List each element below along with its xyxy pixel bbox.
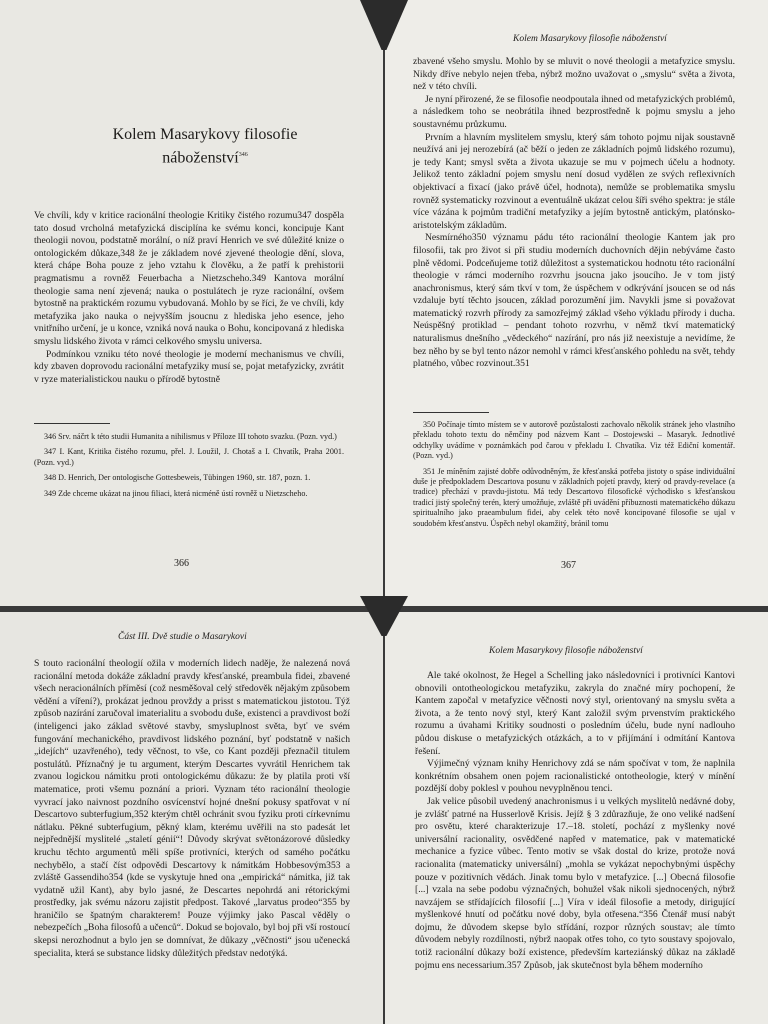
footnote: 346 Srv. náčrt k této studii Humanita a nihilismus v Příloze III tohoto svazku. (Pozn. vyd.) [44, 432, 337, 441]
footnotes-366 [34, 432, 344, 504]
paragraph: zbavené všeho smyslu. Mohlo by se mluvit o nové theologii a metafyzice smyslu. Nikdy dříve nebylo nejen třeba, nýbrž možno uvažovat o „smyslu“ světa a života, než v této chvíli. [413, 56, 735, 93]
running-head: Část III. Dvě studie o Masarykovi [118, 632, 247, 642]
paragraph: Podmínkou vzniku této nové theologie je moderní mechanismus ve chvíli, kdy zbaven doprovodu racionální metafyziky musí se, pojat metafyzicky, zvrátit v ryze materialistickou nauku o přírodě bytostně [34, 348, 344, 385]
body-text-366 [34, 210, 344, 386]
paragraph: Jak velice působil uvedený anachronismus i u velkých myslitelů nedávné doby, je zvlášť patrné na Husserlově Krisis. Jejíž § 3 zdůrazňuje, že ono veliké nadšení pro osvětu, které charakterizuje 17.–18. století, pochází z myšlenky nové universální racionality, osvědčené napřed v matematice, pak v matematické mechanice a fyzice vůbec. Tento motiv se však dostal do krize, protože nová racionalita (matematicky universální) „mohla se vykázat nepochybnými úspěchy pouze v pozitivních vědách. Jinak tomu bylo v metafyzice. [...] Obecná filosofie [...] vzala na sebe podobu význačných, bohužel však nikoli sjednocených, nýbrž navzájem se střídajících filosofií [...] Víra v ideál filosofie a metody, dirigující myšlenkové hnutí od počátku nové doby, byla otřesena.“356 Čtenář musí nabýt dojmu, že důvodem skepse bylo střídání, rozpor různých soustav; ale tímto důvodem nebyly rozdílnosti, nýbrž naopak otřes toho, co tyto soustavy spojovalo, totiž racionální důkazy boží existence, především karteziánský důkaz na základě pojmu ens necessarium.357 Způsob, jak skutečnost byla během moderního [415, 795, 735, 971]
paragraph: Nesmírného350 významu pádu této racionální theologie Kantem jak pro filosofii, tak pro život si při studiu moderních duchovních dějin nebýváme často plně vědomi. Podceňujeme totiž důležitost a systematickou hodnotu této racionální theologie v rámci moderního rozvrhu jsoucna jako jsoucího. Je v tom jistý anachronismus, který sám tkví v tom, že úspěchem v odkrývání jsoucen se od nás vzdaluje bytí těchto jsoucen, základ porozumění jim. Navykli jsme si považovat matematický rozvrh přírody za samozřejmý základ všeho výkladu přírody i ducha. Neúspěšný protiklad – pendant tohoto rozvrhu, v němž tkví matematický naturalismus dnešního „vědeckého“ nazírání, pro nás již neexistuje a nevidíme, že bez něho by se byl tento názor nemohl v rámci křesťanského pohledu na svět, tehdy platného, vůbec rozvinout.351 [413, 232, 735, 370]
running-head: Kolem Masarykovy filosofie náboženství [513, 34, 667, 44]
footnote: 347 I. Kant, Kritika čistého rozumu, přel. J. Loužil, J. Chotaš a I. Chvatík, Praha 2001. (Pozn. vyd.) [34, 447, 344, 467]
chapter-title-note: 346 [238, 152, 248, 158]
footnote-rule [34, 423, 110, 424]
footnote: 348 D. Henrich, Der ontologische Gottesbeweis, Tübingen 1960, str. 187, pozn. 1. [44, 473, 311, 483]
paragraph: Je nyní přirozené, že se filosofie neodpoutala ihned od metafyzických problémů, a následkem toho se neobrátila ihned bezprostředně k pojmu smyslu a jeho soustavnému průzkumu. [413, 93, 735, 130]
footnote-rule [413, 412, 489, 413]
paragraph: Ale také okolnost, že Hegel a Schelling jako následovníci i protivníci Kantovi obnovili ontotheologickou metafyziku, zakryla do značné míry pochopení, že Kantem započal v metafyzice věčnosti nový styl, orientovaný na smyslu světa a života, a že tento nový styl, který Kant založil svým prvenstvím praktického rozumu a úvahami Kritiky soudnosti o posledním účelu, bude nyní nadlouho půdou diskuse o metafyzických otázkách, a to v přijímání i odmítání Kantova řešení. [415, 670, 735, 757]
chapter-title-line1: Kolem Masarykovy filosofie [112, 126, 298, 143]
footnote: 350 Počínaje tímto místem se v autorově pozůstalosti zachovalo několik stránek jeho vlastního překladu tohoto textu do němčiny pod názvem Kant – Dostojewski – Masaryk. Jednotlivé odchylky uvádíme v poznámkách pod čarou v překladu I. Chvatíka. Viz též Ediční komentář. (Pozn. vyd.) [413, 420, 735, 461]
paragraph: Ve chvíli, kdy v kritice racionální theologie Kritiky čistého rozumu347 dospěla tato dosud vrcholná metafyzická disciplína ke svému konci, koncipuje Kant theologii novou, podstatně morální, o níž praví Henrich ve své důležité knize o ontologickém důkaze,348 že je základem nové zjevené theologie dění, slova, která chápe Boha pouze z jeho vztahu k člověku, a že patří k prehistorii pragmatismu a rovněž Feuerbacha a Nietzscheho.349 Kantova morální theologie sama není zjevená; nauka o postulátech je ryze racionální, ovšem bytostně na praktickém rozumu vybudovaná. Mohlo by se říci, že ve chvíli, kdy metafyzika jako nauka o nejvyšším jsoucnu z hlediska jeho esence, jeho vnitřního určení, je u konce, vzniká nová nauka o Bohu, koncipovaná z hlediska smyslu lidského života v rámci celkového smyslu universa. [34, 210, 344, 347]
paragraph: Prvním a hlavním myslitelem smyslu, který sám tohoto pojmu nijak soustavně neužívá ani jej nerozebírá (ač běží o jeden ze základních pojmů lidského rozumu), je tedy Kant; smysl světa a života ukazuje se mu v pojmech účelu a hodnoty. Jelikož tento základní pojem smyslu není dosud vydělen ze svých reflexivních objektivací a fixací (jako právě účel, hodnota), nemůže se problematika smyslu rovněž systematicky rozvinout a eventuálně ukázat celou šíři svého spektra: je stále více vázána k pojmům tradiční metafyziky a jejím bytostně antickým, platónsko-aristotelským základům. [413, 131, 735, 231]
running-head: Kolem Masarykovy filosofie náboženství [489, 646, 643, 656]
page-lower-right [385, 612, 768, 1024]
page-366 [0, 0, 383, 606]
footnote: 351 Je míněním zajisté dobře odůvodněným, že křesťanská potřeba jistoty o spáse individuální duše je předpokladem Descartova posunu v základních pojetí pravdy, který od pravdy-revelace (a tradice) přechází v pravdu-jistotu. Má tedy Descartovo filosofické východisko s křesťanskou tradicí jistý společný terén, který umožňuje, zvláště při uvádění příbuznosti matematického důkazu spiritualního jako praeambulum fidei, aby celek této nově koncipované filosofie se ujal v soudobém křesťanstvu. Úspěch nebyl okamžitý, bránil tomu [413, 466, 735, 528]
footnote: 349 Zde chceme ukázat na jinou filiaci, která nicméně ústí rovněž u Nietzscheho. [44, 488, 308, 498]
chapter-title [60, 124, 350, 168]
page-number: 367 [561, 560, 576, 571]
paragraph: Výjimečný význam knihy Henrichovy zdá se nám spočívat v tom, že naplnila konkrétním obsahem onen pojem racionalistické ontotheologie, který v mínění pozdější doby poklesl v pouhou nevyplněnou tenci. [415, 758, 735, 795]
page-367 [385, 0, 768, 606]
chapter-title-line2: náboženství [162, 149, 239, 167]
body-text-367 [413, 56, 735, 371]
footnotes-367 [413, 420, 735, 534]
body-text-lower-right [415, 670, 735, 972]
page-number: 366 [174, 558, 189, 569]
page-lower-left [0, 612, 383, 1024]
body-text-lower-left [34, 658, 350, 960]
paragraph: S touto racionální theologií ožila v moderních lidech naděje, že nalezená nová racionální metoda dokáže základní pravdy křesťanské, preambula fidei, zbavené všech neracionálních příměsí (což nesměšoval celý středověk nějakým způsobem vědění a víření?), prokázat jednou provždy a prisst s matematickou jistotou. Týž způsob nazírání zaručoval imaterialitu a svobodu duše, existenci a pravdivost boží (inteligenci jako základ světové stavby, smysluplnost světa, byť ve svém fungování mechanického, pravdivost lidského poznání, byť podstatně v našich „idejích“ uzavřeného), tedy věčnost, to vše, co Kant později přeznačil titulem postulátů. Příznačný je tu argument, kterým Descartes vyvrátil Henrichem tak zvanou logickou námitku proti ontologickému důkazu: že by platila proti vší matematice, proti všemu poznání a priori. Vyznam této racionální theologie vyvrací jako naivnost pozdního osvícenství hojné dnešní pokusy spatřovat v ní Descartovo subterfugium,352 kterým chtěl ochránit svou fyziku proti církevnímu nátlaku. Pěkné subterfugium, pěkný klam, kterému uvěřili na sto padesát let nejpřednější myslitelé „staletí génií“! Důvody skrývat světonázorové důsledky kruchu těchto argumentů měli spíše protivníci, kterých od samého počátku nechybělo, a stačí číst odpovědi Descartovy k námitkám Hobbesovým353 a zvláště Gassendiho354 (kde se vyskytuje hned ona „empirická“ námitka, již tak vydatně užil Kant), aby bylo jasné, že Descartes nepohrdá ani rétorickými prostředky, jak svému názoru zajistit předpost. Takové „larvatus prodeo“355 by hraničilo se špatným charakterem! Pouze výjimky jako Pascal věděly o nebezpečích „Boha filosofů a učenců“. Dokud se bojovalo, byl boj při vší rostoucí skepsi nerozhodnut a bylo jen se domnívat, že důkazy „věčnosti“ jsou učenecká specialita, která se substance lidsky důležitých představ nedotýká. [34, 658, 350, 959]
